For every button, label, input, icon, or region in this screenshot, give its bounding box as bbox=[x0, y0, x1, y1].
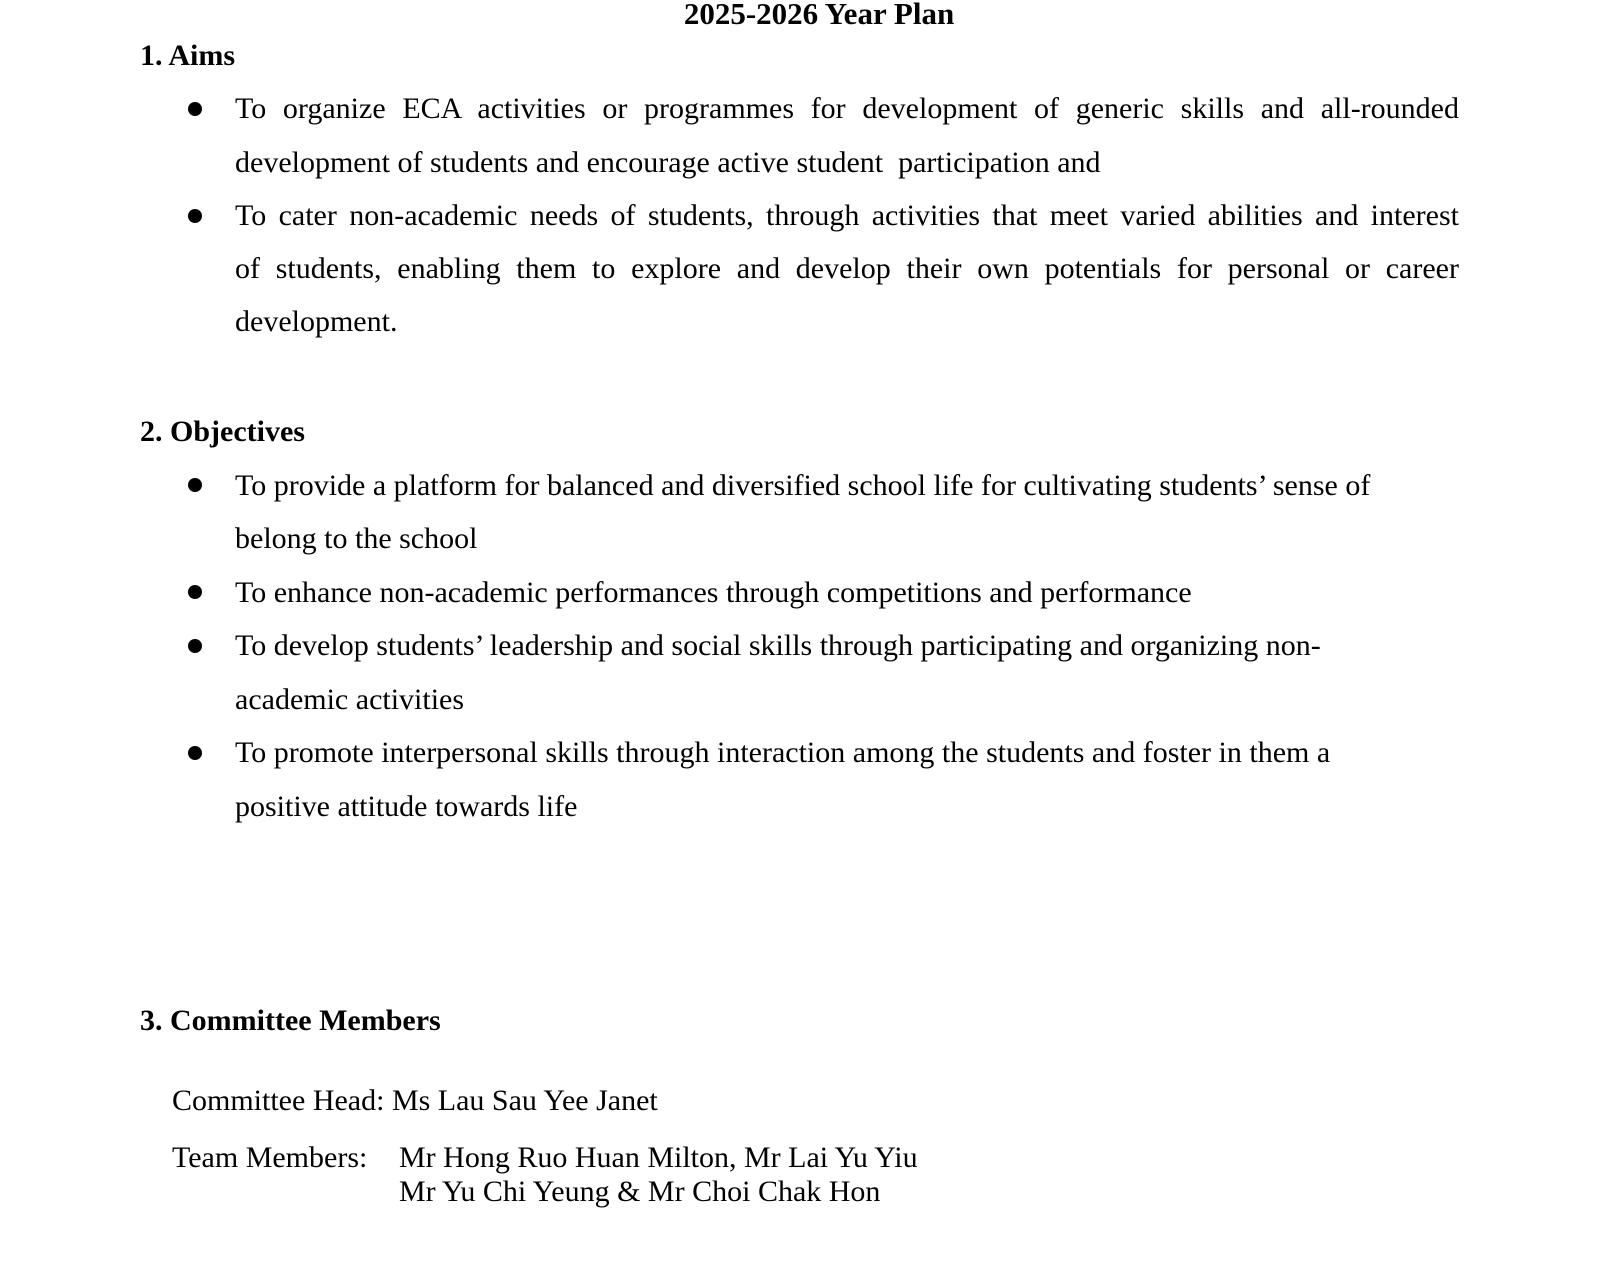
bullet-line: positive attitude towards life bbox=[235, 789, 578, 823]
team-members-row bbox=[172, 1141, 1600, 1175]
bullet-line: development. bbox=[235, 305, 398, 339]
list-item bbox=[235, 726, 1459, 833]
list-item bbox=[235, 459, 1459, 566]
bullet-line: To provide a platform for balanced and diversified school life for cultivating students’ sense of bbox=[235, 468, 1371, 502]
team-members-names-continued: Mr Yu Chi Yeung & Mr Choi Chak Hon bbox=[399, 1175, 881, 1208]
bullet-line: To promote interpersonal skills through interaction among the students and foster in them a bbox=[235, 736, 1331, 769]
bullet-line: To develop students’ leadership and social skills through participating and organizing non- bbox=[235, 629, 1321, 662]
bullet-dot-icon bbox=[188, 478, 202, 492]
aims-heading: 1. Aims bbox=[140, 39, 236, 72]
team-members-label: Team Members: bbox=[172, 1141, 368, 1174]
list-item bbox=[235, 619, 1459, 726]
bullet-line: To cater non-academic needs of students, through activities that meet varied abilities and interest bbox=[235, 198, 1459, 232]
bullet-dot-icon bbox=[188, 209, 202, 223]
team-members-names: Mr Hong Ruo Huan Milton, Mr Lai Yu Yiu bbox=[399, 1141, 918, 1174]
bullet-line: of students, enabling them to explore and develop their own potentials for personal or career bbox=[235, 252, 1459, 286]
document-title: 2025-2026 Year Plan bbox=[683, 0, 955, 31]
list-item bbox=[235, 566, 1459, 620]
bullet-line: belong to the school bbox=[235, 522, 478, 555]
aims-bullet-list bbox=[235, 82, 1459, 348]
bullet-line: development of students and encourage active student participation and bbox=[235, 145, 1101, 179]
bullet-line: To enhance non-academic performances through competitions and performance bbox=[235, 575, 1192, 609]
bullet-dot-icon bbox=[188, 639, 202, 653]
section-objectives bbox=[0, 405, 1600, 833]
bullet-line: To organize ECA activities or programmes for development of generic skills and all-rounded bbox=[235, 92, 1459, 126]
bullet-dot-icon bbox=[188, 585, 202, 599]
committee-head-line: Committee Head: Ms Lau Sau Yee Janet bbox=[172, 1084, 658, 1117]
list-item bbox=[235, 189, 1459, 349]
objectives-heading: 2. Objectives bbox=[140, 415, 305, 448]
bullet-line: academic activities bbox=[235, 682, 465, 716]
bullet-dot-icon bbox=[188, 102, 202, 116]
section-committee bbox=[0, 981, 1600, 1209]
section-aims bbox=[0, 29, 1600, 349]
committee-heading: 3. Committee Members bbox=[140, 1004, 441, 1037]
bullet-dot-icon bbox=[188, 746, 202, 760]
list-item bbox=[235, 82, 1459, 189]
objectives-bullet-list bbox=[235, 459, 1459, 834]
